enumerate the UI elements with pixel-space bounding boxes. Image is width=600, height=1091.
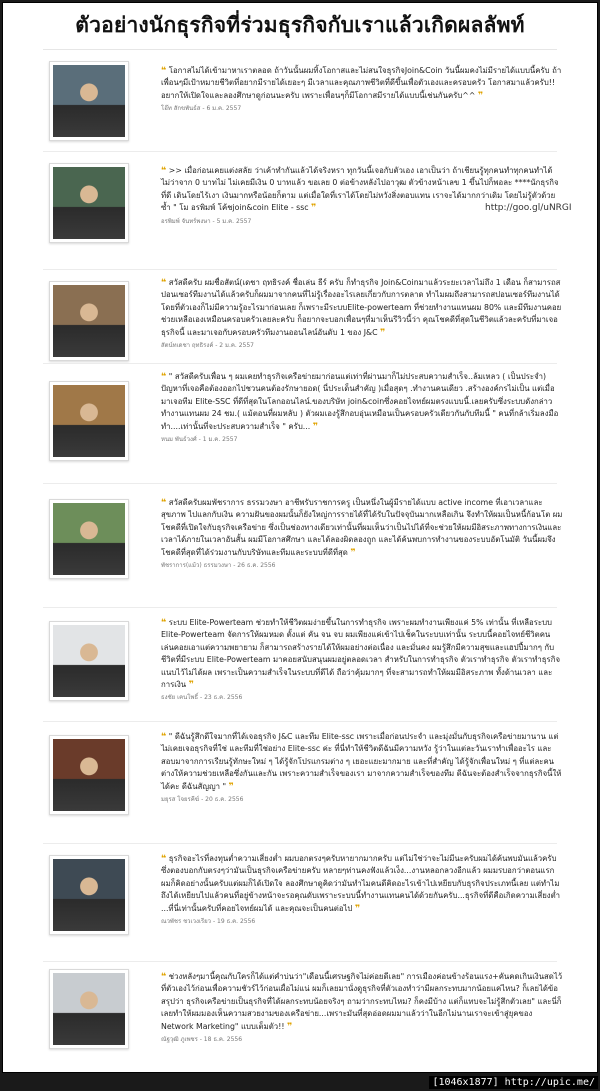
testimonial-text: >> เมื่อก่อนเคยแต่งสลัย ว่าเค้าทำกันแล้วได้จริงหรา ทุกวันนี้เจอกับตัวเอง เอาเป็นว่า ถ้าเชียนรู้ทุกคนทำทุกคนทำได้ ไม่ว่าจาก 0 บาทไม่ ไม่เคยมีเงิน 0 บาทแล้ว ขอเลย 0 ต่อข้างหลังไปอาวุฒ ตัวข้างหน้าเลข 1 ขึ้นไปก็พอละ ****นักธุรกิจที่ดี เดินโดยไร้เงา เงินมากหรือน้อยก็ตาม แต่เมื่อใดที่เราได้โดยไม่หวังสิ่งตอบแทน เราจะได้มากกว่าเดิม โดยไม่รู้ตัวด้วยซ้ำ " โม อรพิมพ์ โค้ชjoin&coin Elite - ssc [161, 166, 559, 213]
testimonial-photo [53, 285, 125, 357]
testimonial-author: อรพิมพ์ จันทร์พงษา - 5 ม.ค. 2557 [161, 217, 252, 225]
testimonial-photo-frame [49, 499, 129, 579]
row-divider [43, 961, 557, 962]
testimonial-photo-frame [49, 969, 129, 1049]
testimonial-author: โอ๊ท สักขพันธ์ส - 6 ม.ค. 2557 [161, 105, 242, 113]
testimonial-quote [161, 65, 563, 116]
testimonial-photo-frame [49, 381, 129, 461]
testimonial-photo [53, 625, 125, 697]
quote-open-icon: ❝ [161, 498, 167, 508]
testimonial-photo [53, 859, 125, 931]
testimonial-quote [161, 497, 563, 572]
testimonial-photo-frame [49, 281, 129, 361]
row-divider [43, 721, 557, 722]
quote-close-icon: ❞ [188, 680, 194, 691]
testimonial-text: สวัสดีครับ ผมชื่อสัตน์(เดชา ฤทธิรงค์ ชื่อเล่น ธีร์ ครับ ก็ทำธุรกิจ Join&Coinมาแล้วระยะเวลาไม่ถึง 1 เดือน ก็สามารถสปอนเซอร์ทีมงานได้แล้วครับก็ผมมาจากคนที่ไม่รู้เรื่องอะไรเลยเกี่ยวกับการตลาด ทำไมผมถึงสามารถสปอนเซอร์ทีมงานได้โดยที่ตัวเองก็ไม่มีความรู้อะไรมาก่อนเลย ก็เพราะมีระบบElite-powerteam ที่ช่วยทำงานแทนผม 80% และมีทีมงานคอยช่วยเหลือเองเหมือนครอบครัวเลยละครับ ก็อยากจะบอกเพื่อนๆที่มาเห็นรีวิวนี้ว่า คุณโชคดีที่สุดในชีวิตแล้วละครับที่มาเจอธุรกิจนี้ และมาเจอกับครอบครัวทีมงานออนไลน์อันดับ 1 ของ J&C [161, 278, 562, 337]
testimonial-photo-frame [49, 855, 129, 935]
quote-open-icon: ❝ [161, 278, 167, 288]
quote-open-icon: ❝ [161, 972, 167, 982]
quote-close-icon: ❞ [228, 781, 234, 792]
testimonial-photo-frame [49, 61, 129, 141]
testimonial-author: พัชราการ(แม้ว) ธรรมวงษา - 26 ธ.ค. 2556 [161, 562, 276, 570]
testimonial-author: มยุรส โจยรคีฆ์ - 20 ธ.ค. 2556 [161, 796, 244, 804]
testimonial-text: ระบบ Elite-Powerteam ช่วยทำให้ชีวิตผมง่ายขึ้นในการทำธุรกิจ เพราะผมทำงานเพียงแค่ 5% เท่านั้น ที่เหลือระบบ Elite-Powerteam จัดการให้ผมหมด ตั้งแต่ คัน จน จบ ผมเพียงแค่เข้าไปเช็คในระบบเท่านั้น ระบบนี้คอยไจทย์ชีวิตคนเล่นคอยเอาแต่ความพยายาม ก็สามารถสร้างรายได้ให้ผมอย่างต่อเนื่อง และมั่นคง ผมรู้สึกมีความสุขและแฮปปี้มากๆ กับชีวิตที่มีระบบ Elite-Powerteam มาคอยสนับสนุนผมอยู่ตลอดเวลา สำหรับในการทำธุรกิจ ตัวเราทำธุรกิจ ตัวเราทำธุรกิจแนบไว้ไม่ได้ผล เพราะเป็นความสำเร็จในระบบที่ดีได้ ถือว่าคุ้มมากๆ ที่จะสามารถทำให้ผมมีอิสระภาพ ทั้งด้านเวลา และการเงิน [161, 618, 561, 690]
testimonial-author: สัตน์ทเดชา ฤทธิรงค์ - 2 ม.ค. 2557 [161, 342, 254, 350]
testimonial-text: โอกาสไม่ได้เข้ามาหาเราตลอด ถ้าวันนั้นผมทิ้งโอกาสและไม่สนใจธุรกิจJoin&Coin วันนี้ผมคงไม่มีรายได้แบบนี้ครับ ถ้าเพื่อนๆมีเป้าหมายชีวิตที่อยากมีรายได้เยอะๆ มีเวลาและคุณภาพชีวิตที่ดีขึ้นเพื่อตัวเองและครอบครัว โอกาสมาแล้วครับ!! อยากให้เปิดใจและลองศึกษาดูก่อนนะครับ เพราะเพื่อนๆก็มีโอกาสมีรายได้แบบนี้เช่นกันครับ^^ [161, 66, 562, 100]
testimonial-photo [53, 739, 125, 811]
page-frame [2, 2, 598, 1073]
testimonial-photo [53, 503, 125, 575]
testimonial-photo-frame [49, 735, 129, 815]
title-divider [43, 49, 557, 50]
testimonial-quote [161, 853, 563, 928]
quote-close-icon: ❞ [286, 1021, 293, 1032]
quote-close-icon: ❞ [311, 203, 317, 214]
testimonial-text: " สวัสดีครับเพื่อน ๆ ผมเคยทำธุรกิจเครือข่ายมาก่อนแต่เท่าที่ผ่านมาก็ไม่ประสบความสำเร็จ..ล้มเหลว ( เป็นประจำ) ปัญหาที่เจอคือต้องออกไปชวนคนต้องรักษายอด( นี่ประเด็นสำคัญ )เมื่อสุดๆ .ทำงานคนเดียว .สร้างองค์กรไม่เป็น แต่เมื่อมาเจอทีม Elite-SSC ที่ดีที่สุดในโลกออนไลน์.ของบริษัท join&coinซึ่งคอยไจทย์ผมตรงแบบนี้.เลยครับซึ่งระบบดังกล่าวทำงานแทนผม 24 ชม.( แม้ตอนที่ผมหลับ ) ตัวผมเองรู้สึกอบอุ่นเหมือนเป็นครอบครัวเดียวกันกับทีมนี้ " คนที่กล้าเริ่มลงมือทำ....เท่านั้นที่จะประสบความสำเร็จ " ครับ... [161, 372, 559, 431]
testimonial-text: ช่วงหลังๆมานี้คุณกับใครก็ได้แต่คำบ่นว่า"เดือนนี้เศรษฐกิจไม่ค่อยดีเลย" การเมืองค่อนข้างร้อนแรง+คันคดเกินเงินสดไว้ที่ตัวเองไว้ก่อนเพื่อความชัวร์ไว้ก่อนเผื่อไม่แน่ ผมก็เลยมานั่งดูธุรกิจที่ตัวเองทำว่ามีผลกระทบมากน้อยแค่ไหน? ก็เลยได้ข้อสรุปว่า ธุรกิจเครือข่ายเป็นธุรกิจที่ได้ผลกระทบน้อยจริงๆ ถามว่ากระทบไหม? ก็คงมีบ้าง แต่ก็แทบจะไม่รู้สึกตัวเลย" และนี่ก็เลยทำให้ผมมองเห็นความสวยงามของเครือข่าย...เพราะมันที่สุดอ่อดผมมาแล้วว่าในอีกไม่นานเราจะเข้าสู่ยุคของ Network Marketing" แบบเต็มตัว!! [161, 972, 563, 1031]
testimonial-author: ธงชัย เคนโพธิ์ - 23 ธ.ค. 2556 [161, 694, 243, 702]
testimonial-text: ธุรกิจอะไรที่ลงทุนต่ำความเสี่ยงต่ำ ผมบอกตรงๆครับหายากมากครับ แต่ไม่ใช่ว่าจะไม่มีนะครับผมได้ค้นพบมันแล้วครับซึ่งตองบอกกับตรงๆว่ามันเป็นธุรกิจเครือข่ายครับ หลายๆท่านคงฟังแล้วเง็ง...งานหลอกลวงอีกแล้ว ผมมรบอกว่าตอนแรกผมก็คิดอย่างนั้นครับแต่ผมก็ได้เปิดใจ ลองศึกษาดูคิดว่ามันทำไมคนดีคิดอะไรเข้าไปเหยียบกับธุรกิจประเภทนี้เลย แต่ทำไมถึงได้เหยียบไปแล้วคนที่อยู่ข้างหน้าจะรอคุณดับเพราะระบบนี้ทำงานแทนคนได้ด้วยกันครับ...ธุรกิจที่ดีคือเกิดความเสี่ยงต่ำ ...ที่นี่เท่านั้นครับที่คอยไจทย์ผมได้ และคุณจะเป็นคนต่อไป [161, 854, 561, 913]
quote-open-icon: ❝ [161, 372, 167, 382]
testimonial-photo [53, 65, 125, 137]
quote-close-icon: ❞ [354, 903, 361, 914]
testimonial-photo [53, 385, 125, 457]
quote-open-icon: ❝ [161, 166, 167, 176]
testimonial-photo-frame [49, 621, 129, 701]
row-divider [43, 151, 557, 152]
testimonial-photo [53, 167, 125, 239]
testimonial-photo [53, 973, 125, 1045]
row-divider [43, 607, 557, 608]
testimonial-text: สวัสดีครับผมพัชราการ ธรรมวงษา อาชีพรับราชการครู เป็นหนึ่งในผู้มีรายได้แบบ active income ที่เอาเวลาและ สุขภาพ ไปแลกกับเงิน ความฝันของผมนั้นก็ยังใหญ่การรายได้ที่ได้รับในปัจจุบันมากเหลือเกิน จึงทำให้ผมเป็นหนี้ก้อนโต ผมโชคดีที่เปิดใจกับธุรกิจเครือข่าย ซึ่งเป็นช่องทางเดียวเท่านั้นที่ผมเห็นว่าเป็นไปได้ที่จะช่วยให้ผมมีอิสระภาพทางการเงินและเวลาได้ภายในเวลาอันสั้น ผมมีโอกาสศึกษา และได้ลองผิดลองถูก และได้ค้นพบการทำงานของระบบอัตโนมัติ วันนี้ผมจึงโชคดีที่สุดที่ได้ร่วมงานกับบริษัทและทีมและระบบที่ดีที่สุด [161, 498, 563, 557]
row-divider [43, 363, 557, 364]
testimonial-quote [161, 731, 563, 806]
testimonial-quote [161, 371, 563, 446]
testimonial-author: หนม พันธ์วงศ์ - 1 ม.ค. 2557 [161, 436, 238, 444]
quote-open-icon: ❝ [161, 618, 167, 628]
quote-close-icon: ❞ [350, 547, 356, 558]
row-divider [43, 843, 557, 844]
testimonial-quote [161, 971, 563, 1046]
testimonial-author: ณัฐวุฒิ ภูเพชร - 18 ธ.ค. 2556 [161, 1036, 243, 1044]
testimonial-author: ณวพัชร ชวเวงเรียว - 19 ธ.ค. 2556 [161, 918, 256, 926]
quote-open-icon: ❝ [161, 854, 167, 864]
watermark-label: [1046x1877] http://upic.me/ [429, 1076, 598, 1089]
row-divider [43, 269, 557, 270]
quote-close-icon: ❞ [380, 327, 386, 338]
testimonial-text: " ดีฉันรู้สึกดีใจมากที่ได้เจอธุรกิจ J&C และทีม Elite-ssc เพราะเมื่อก่อนประจำ และมุ่งมั่นกับธุรกิจเครือข่ายมานาน แต่ไม่เคยเจอธุรกิจที่ใช่ และทีมที่ใช่อย่าง Elite-ssc ค่ะ ที่นี่ทำให้ชีวิตดีฉันมีความหวัง รู้ว่าในแต่ละวันเราทำเพื่ออะไร และสอบมาจากการเรียนรู้ทักษะใหม่ ๆ ได้รู้จักโปรแกรมต่าง ๆ เยอะแยะมากมาย และที่สำคัญ ได้รู้จักเพื่อนใหม่ ๆ ที่แต่ละคน ต่างให้ความช่วยเหลือซึ่งกันและกัน เพราะความสำเร็จของเรา มาจากความสำเร็จของทีม ดีฉันจะต้องสำเร็จจากธุรกิจนี้ให้ได้คะ ดีฉันสัญญา " [161, 732, 562, 791]
testimonial-quote [161, 277, 563, 352]
testimonial-quote [161, 617, 563, 705]
testimonial-photo-frame [49, 163, 129, 243]
testimonial-quote [161, 165, 563, 228]
quote-close-icon: ❞ [477, 90, 484, 101]
side-link[interactable]: http://goo.gl/uNRGI [485, 203, 572, 213]
quote-open-icon: ❝ [161, 732, 167, 742]
row-divider [43, 483, 557, 484]
quote-close-icon: ❞ [312, 421, 318, 432]
page-title: ตัวอย่างนักธุรกิจที่ร่วมธุรกิจกับเราแล้วเกิดผลลัพท์ [75, 13, 525, 37]
quote-open-icon: ❝ [161, 66, 167, 76]
